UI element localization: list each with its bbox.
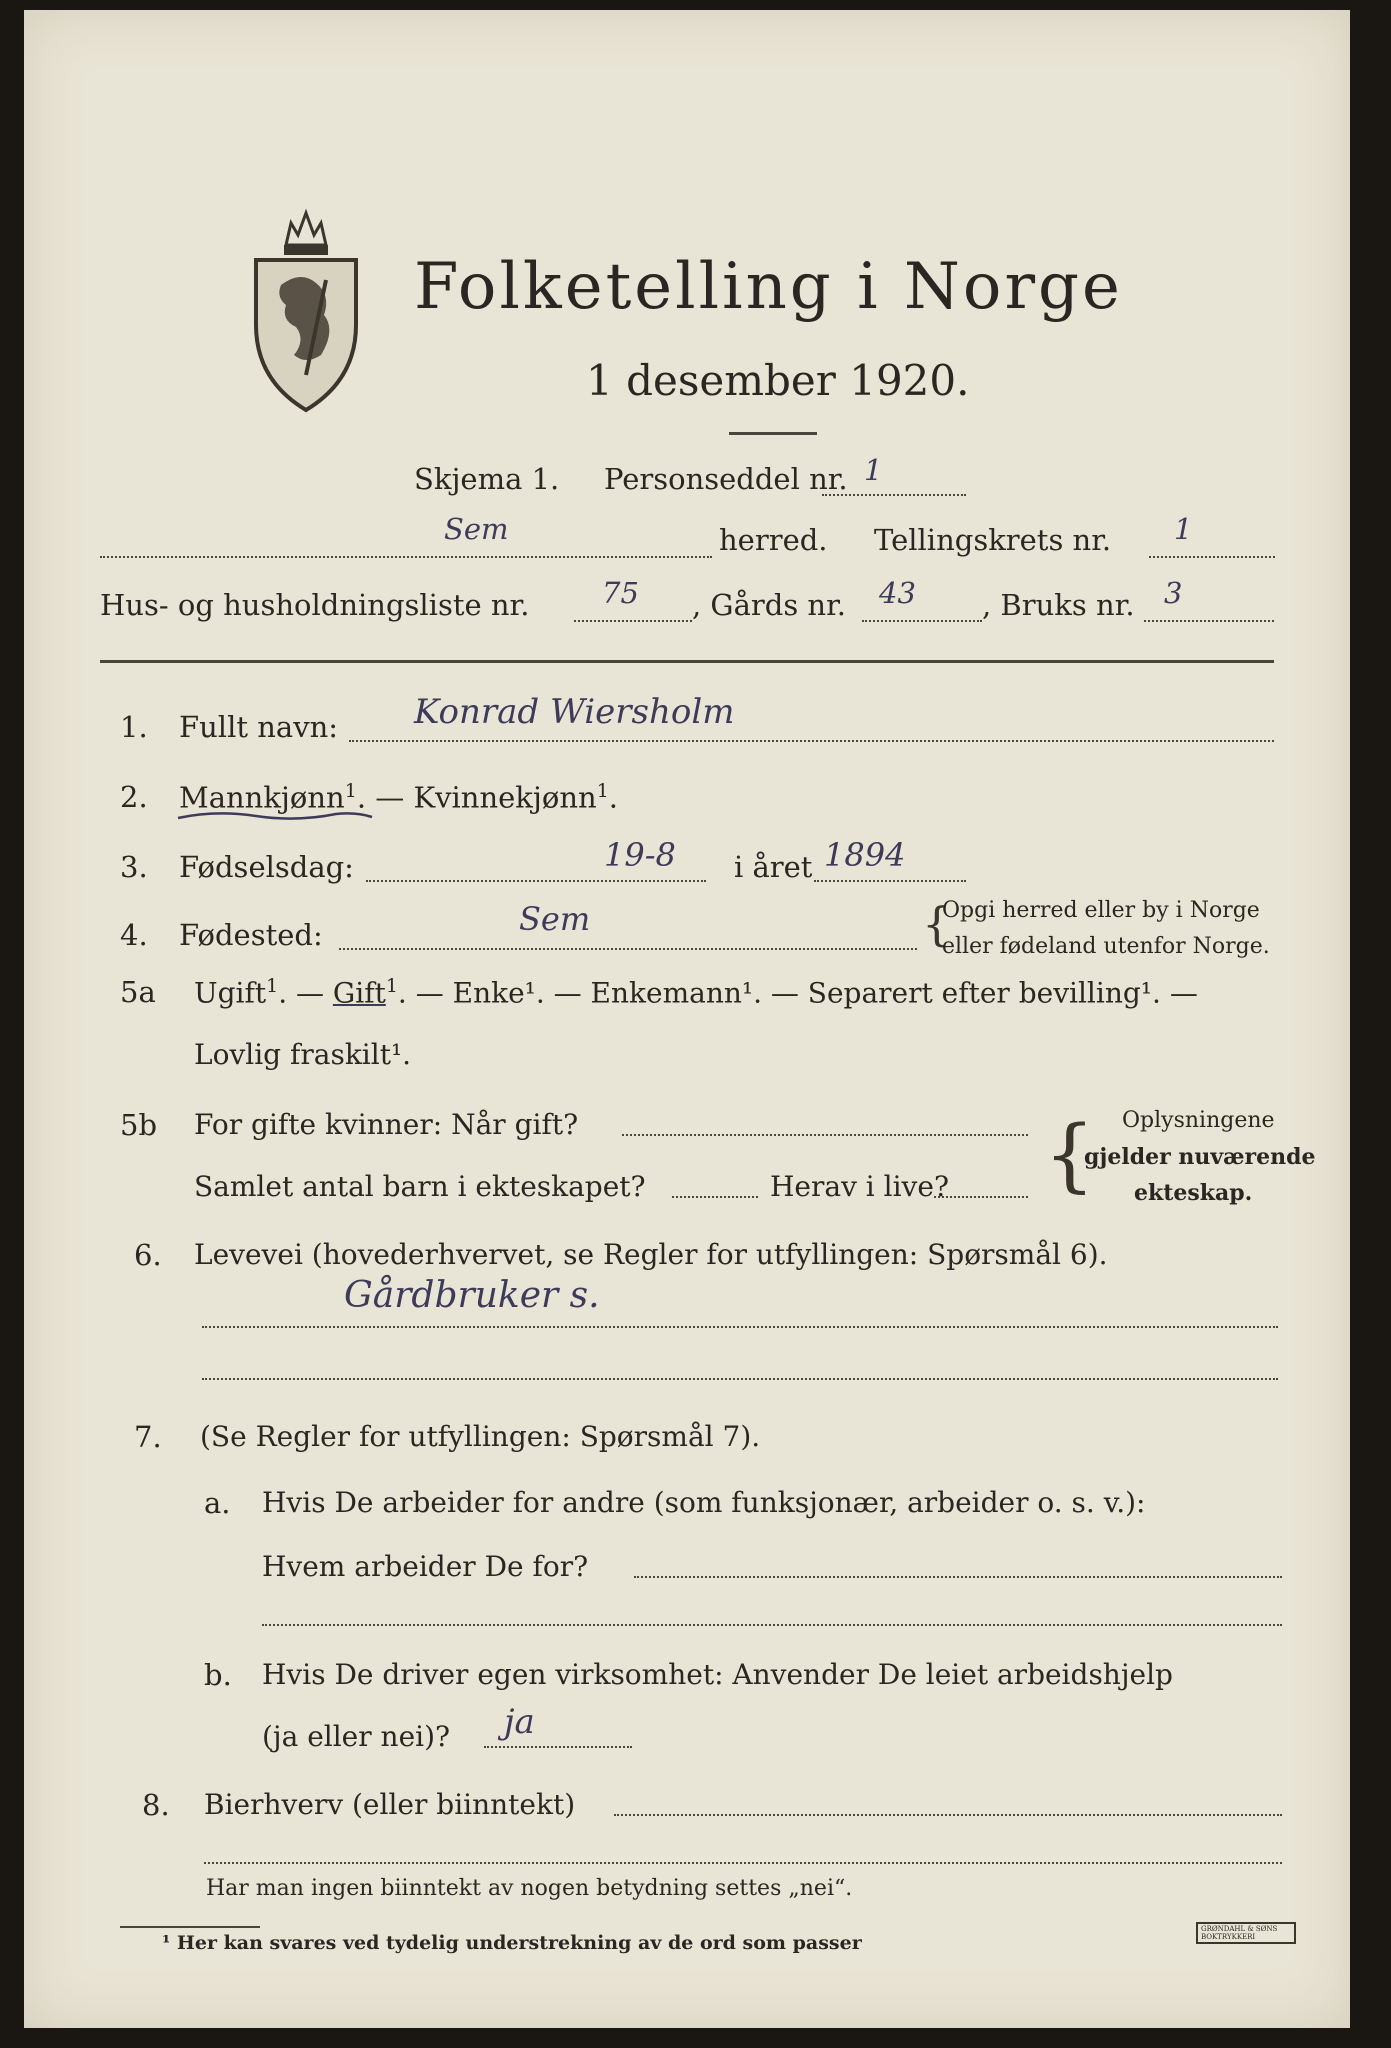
- q2-separator: . —: [356, 780, 414, 815]
- q7-number: 7.: [134, 1420, 162, 1454]
- q6-label: Levevei (hovederhvervet, se Regler for utfyllingen: Spørsmål 6).: [194, 1238, 1108, 1271]
- q5b-line-2b: Herav i live?: [770, 1170, 949, 1203]
- q4-value[interactable]: Sem: [519, 900, 591, 938]
- q6-line-1: [202, 1326, 1278, 1328]
- q7b-line: [484, 1746, 632, 1748]
- hus-value[interactable]: 75: [602, 576, 639, 610]
- title-divider: [729, 432, 817, 435]
- q7b-line-1: Hvis De driver egen virksomhet: Anvender De leiet arbeidshjelp: [262, 1658, 1173, 1691]
- q7a-letter: a.: [204, 1486, 231, 1520]
- q5b-note-line-3: ekteskap.: [1134, 1180, 1253, 1206]
- q5b-line-2a: Samlet antal barn i ekteskapet?: [194, 1170, 646, 1203]
- herred-line: [100, 556, 712, 558]
- q3-value[interactable]: 19-8: [604, 836, 676, 874]
- bruks-value[interactable]: 3: [1164, 576, 1183, 610]
- tellingskrets-value[interactable]: 1: [1174, 512, 1193, 546]
- q7b-value[interactable]: ja: [504, 1702, 535, 1742]
- herred-value[interactable]: Sem: [444, 512, 509, 546]
- q5b-number: 5b: [120, 1108, 158, 1142]
- q1-value[interactable]: Konrad Wiersholm: [414, 692, 735, 732]
- q2-end: .: [608, 780, 618, 815]
- q5a-line-2[interactable]: Lovlig fraskilt¹.: [194, 1038, 412, 1071]
- q1-label: Fullt navn:: [179, 710, 339, 744]
- q3-number: 3.: [120, 850, 148, 884]
- norway-coat-of-arms-icon: [246, 205, 366, 415]
- q4-note-line-2: eller fødeland utenfor Norge.: [942, 934, 1270, 959]
- q5b-children-line: [672, 1196, 758, 1198]
- q8-line-2: [204, 1862, 1282, 1864]
- personseddel-value[interactable]: 1: [864, 453, 883, 487]
- bruks-label: , Bruks nr.: [982, 588, 1135, 622]
- q7a-line-1: Hvis De arbeider for andre (som funksjonær, arbeider o. s. v.):: [262, 1486, 1146, 1519]
- hus-label: Hus- og husholdningsliste nr.: [100, 588, 530, 622]
- q5b-note-line-2: gjelder nuværende: [1084, 1144, 1316, 1170]
- q1-line: [349, 740, 1274, 742]
- personseddel-label: Personseddel nr.: [604, 462, 848, 496]
- q2-female-option[interactable]: Kvinnekjønn: [413, 780, 597, 815]
- footnote: ¹ Her kan svares ved tydelig understrekning av de ord som passer: [162, 1932, 862, 1954]
- q4-note-brace: {: [922, 897, 952, 951]
- gards-line: [862, 620, 982, 622]
- page-title: Folketelling i Norge: [414, 250, 1123, 324]
- q5b-line-1: For gifte kvinner: Når gift?: [194, 1108, 579, 1141]
- q7b-letter: b.: [204, 1658, 232, 1692]
- q7a-line-extra: [262, 1624, 1282, 1626]
- q7-label: (Se Regler for utfyllingen: Spørsmål 7).: [200, 1420, 761, 1453]
- q5b-alive-line: [934, 1196, 1028, 1198]
- census-date: 1 desember 1920.: [586, 356, 970, 405]
- q4-number: 4.: [120, 918, 148, 952]
- q3-year-value[interactable]: 1894: [824, 836, 906, 874]
- herred-label: herred.: [719, 523, 828, 557]
- q5a-ugift-option[interactable]: Ugift: [194, 976, 267, 1010]
- q7a-line-2: Hvem arbeider De for?: [262, 1550, 589, 1583]
- q5a-number: 5a: [120, 975, 156, 1009]
- q2-text: Mannkjønn$^1$. — Kvinnekjønn$^1$.: [179, 780, 618, 815]
- census-form: [24, 10, 1350, 2028]
- gards-value[interactable]: 43: [879, 576, 916, 610]
- personseddel-line: [822, 494, 966, 496]
- q3-line: [366, 880, 706, 882]
- q8-number: 8.: [142, 1788, 170, 1822]
- q8-label: Bierhverv (eller biinntekt): [204, 1788, 576, 1821]
- q7a-line: [634, 1576, 1282, 1578]
- q5a-other-options[interactable]: . — Enke¹. — Enkemann¹. — Separert efter bevilling¹. —: [397, 976, 1198, 1010]
- q2-number: 2.: [120, 780, 148, 814]
- q5b-note-brace: {: [1044, 1108, 1095, 1201]
- q2-male-option[interactable]: Mannkjønn: [179, 780, 345, 815]
- footer-note: Har man ingen biinntekt av nogen betydning settes „nei“.: [206, 1876, 853, 1901]
- gards-label: , Gårds nr.: [692, 588, 846, 622]
- q6-number: 6.: [134, 1238, 162, 1272]
- q5a-separator: . —: [278, 976, 333, 1010]
- schema-label: Skjema 1.: [414, 462, 560, 496]
- q3-year-label: i året: [734, 850, 813, 884]
- q6-value[interactable]: Gårdbruker s.: [344, 1275, 600, 1316]
- q4-line: [339, 948, 917, 950]
- q7b-line-2: (ja eller nei)?: [262, 1720, 451, 1753]
- q6-line-2: [202, 1378, 1278, 1380]
- hus-line: [574, 620, 692, 622]
- q8-line-1: [614, 1814, 1282, 1816]
- q2-male-underline: [176, 808, 376, 824]
- tellingskrets-label: Tellingskrets nr.: [874, 523, 1112, 557]
- q4-note-line-1: Opgi herred eller by i Norge: [942, 898, 1260, 923]
- q1-number: 1.: [120, 710, 148, 744]
- q5a-line-1: Ugift$^1$. — Gift$^1$. — Enke¹. — Enkemann¹. — Separert efter bevilling¹. —: [194, 975, 1198, 1010]
- section-divider: [100, 660, 1274, 663]
- q5a-gift-option[interactable]: Gift: [332, 976, 386, 1010]
- tellingskrets-line: [1149, 556, 1275, 558]
- q3-year-line: [814, 880, 966, 882]
- footnote-rule: [120, 1926, 260, 1928]
- bruks-line: [1144, 620, 1274, 622]
- q5b-note-line-1: Oplysningene: [1122, 1108, 1275, 1133]
- printer-stamp: GRØNDAHL & SØNS BOKTRYKKERI: [1196, 1922, 1296, 1944]
- q3-label: Fødselsdag:: [179, 850, 354, 884]
- q4-label: Fødested:: [179, 918, 323, 952]
- q5b-married-line: [622, 1134, 1028, 1136]
